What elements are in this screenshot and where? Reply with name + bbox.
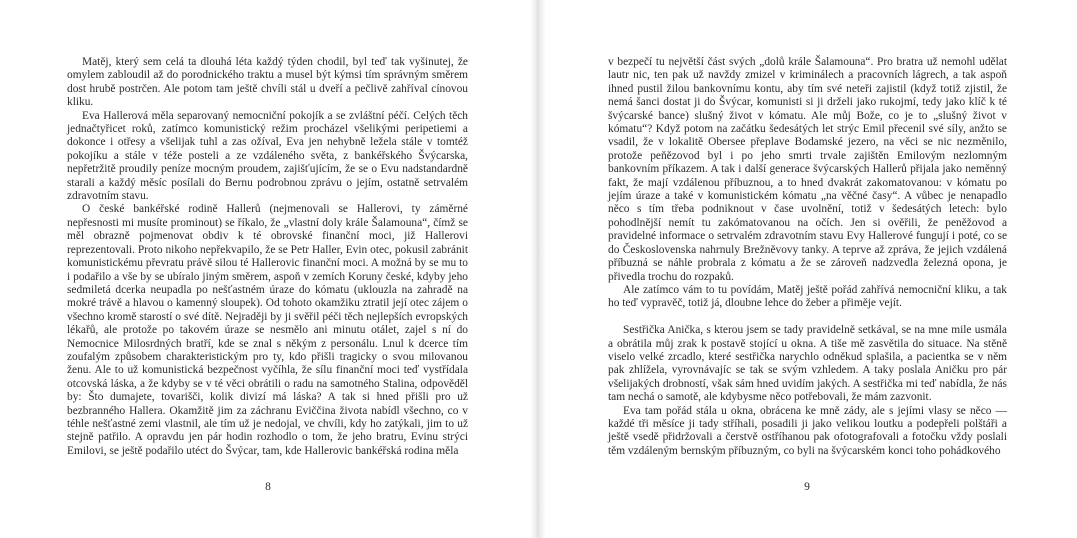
- paragraph: Ale zatímco vám to tu povídám, Matěj ještě pořád zahřívá nemocniční kliku, a tak ho teď vypravěč, totiž já, dloubne lehce do žeber a přiměje vejít.: [608, 283, 1007, 310]
- book-gutter: [530, 0, 546, 538]
- paragraph: O české bankéřské rodině Hallerů (nejmenovali se Hallerovi, ty záměrné nepřesnosti mi musíte prominout) se říkalo, že „vlastní doly krále Šalamouna“, čímž se měl obrazně pojmenovat obdiv k té obrovské finanční moci, již Hallerovi reprezentovali. Proto nikoho nepřekvapilo, že se Petr Haller, Evin otec, pokusil zabránit komunistickému převratu právě silou té Hallerovic finanční moci. A možná by se mu to i podařilo a vše by se ubíralo jiným směrem, aspoň v zemích Koruny české, kdyby jeho sedmiletá dcerka neupadla po nešťastném úraze do kómatu (uklouzla na zahradě na mokré trávě a hlavou o kamenný sloupek). Od tohoto okamžiku ztratil její otec zájem o všechno kromě starostí o své dítě. Nejraději by ji svěřil péči těch nejlepších evropských lékařů, ale protože po takovém úraze se nesmělo ani minutu otálet, zajel s ní do Nemocnice Milosrdných bratří, kde se znal s někým z personálu. Lnul k dcerce tím zoufalým způsobem charakteristickým pro ty, kdo přišli tragicky o svou milovanou ženu. Ale to už komunistická bezpečnost vyčíhla, že sílu finanční moci teď vystřídala otcovská láska, a že kdyby se v té věci obrátili o radu na samotného Stalina, odpověděl by: Što dumajete, tovarišči, kolik divizí má láska? A tak si hned přišli pro už bezbranného Hallera. Okamžitě jim za záchranu Eviččina života nabídl všechno, co v téhle nešťastné zemi vlastnil, ale tím už je nedojal, ve chvíli, kdy ho zatýkali, jim to už stejně patřilo. A opravdu jen pár hodin rozhodlo o tom, že jeho bratru, Evinu strýci Emilovi, se ještě podařilo utéct do Švýcar, tam, kde Hallerovic bankéřská rodina měla: [67, 203, 468, 457]
- paragraph: Eva Hallerová měla separovaný nemocniční pokojík a se zvláštní péčí. Celých těch jednačtyřicet roků, zatímco komunistický režim procházel všelikými peripetiemi a dokonce i otřesy a všelijak tuhl a zas ožíval, Eva jen nehybně ležela stále v tomtéž pokojíku a stále v téže posteli a ze vzdáleného světa, z bankéřského Švýcarska, nepřetržitě proudily peníze mocným proudem, zajišťujícím, že se o Evu nadstandardně starali a každý měsíc posílali do Bernu podrobnou zprávu o jejím, ostatně setrvalém zdravotním stavu.: [67, 109, 468, 203]
- left-page-text: [67, 56, 468, 458]
- right-page: [539, 0, 1077, 538]
- left-page: [0, 0, 538, 538]
- right-page-text: [608, 56, 1007, 458]
- paragraph: Eva tam pořád stála u okna, obrácena ke mně zády, ale s jejími vlasy se něco — každé tři měsíce ji tady stříhali, posadili ji jako velikou loutku a podepřeli polštáři a ještě vsedě přidržovali a čerstvě ostříhanou pak ofotografovali a fotočku vždy poslali těm vzdáleným bernským příbuzným, co byli na švýcarském konci toho pohádkového: [608, 404, 1007, 457]
- paragraph: Sestřička Anička, s kterou jsem se tady pravidelně setkával, se na mne mile usmála a obrátila můj zrak k postavě stojící u okna. A tiše mě zasvětila do situace. Na stěně viselo velké zrcadlo, které sestřička narychlo odněkud splašila, a pacientka se v něm pak zhlížela, vyrovnávajíc se tak se svým vzhledem. A taky poslala Aničku pro pár všelijakých drobností, však sám hned uvidím jakých. A sestřička mi teď nabídla, že nás tam nechá o samotě, ale kdybysme něco potřebovali, že mám zazvonit.: [608, 324, 1007, 404]
- page-number: 9: [804, 481, 810, 493]
- paragraph: v bezpečí tu největší část svých „dolů krále Šalamouna“. Pro bratra už nemohl udělat lautr nic, ten pak už navždy zmizel v kriminálech a pracovních lágrech, a tak aspoň ihned pustil žilou bankovnímu kontu, aby tím své neteři zajistil (když totiž zjistil, že nemá šanci dostat ji do Švýcar, komunisti si ji drželi jako rukojmí, tedy jako klíč k té švýcarské bance) slušný život v kómatu. Ale můj Bože, co je to „slušný život v kómatu“? Když potom na začátku šedesátých let strýc Emil přecenil své síly, anžto se vsadil, že v lokalitě Obersee přeplave Bodamské jezero, na věci se nic nezměnilo, protože peňězovod byl i po jeho smrti trvale zajištěn Emilovým nezlomným bankovním příkazem. A tak i další generace švýcarských Hallerů přijala jako neměnný fakt, že mají vzdálenou příbuznou, a to hned dvakrát zakomatovanou: v kómatu po jejím úraze a také v komunistickém kómatu „na věčné časy“. A vůbec je nenapadlo něco s tím třeba podniknout v čase uvolnění, totiž v šedesátých letech: bylo pohodlnější nemít tu zakómatovanou na očích. Jen si ověřili, že peněžovod a pravidelné informace o setrvalém zdravotním stavu Evy Hallerové fungují i poté, co se do Československa nahrnuly Brežněvovy tanky. A teprve až zpráva, že jejich vzdálená příbuzná se náhle probrala z kómatu a že se zároveň nadzvedla železná opona, je přivedla trochu do rozpaků.: [608, 56, 1007, 283]
- page-number: 8: [265, 481, 271, 493]
- paragraph: Matěj, který sem celá ta dlouhá léta každý týden chodil, byl teď tak vyšinutej, že omylem zabloudil až do porodnického traktu a musel být kýmsi tím správným směrem dost hrubě postrčen. Ale potom tam ještě chvíli stál u dveří a pečlivě zahříval cínovou kliku.: [67, 56, 468, 109]
